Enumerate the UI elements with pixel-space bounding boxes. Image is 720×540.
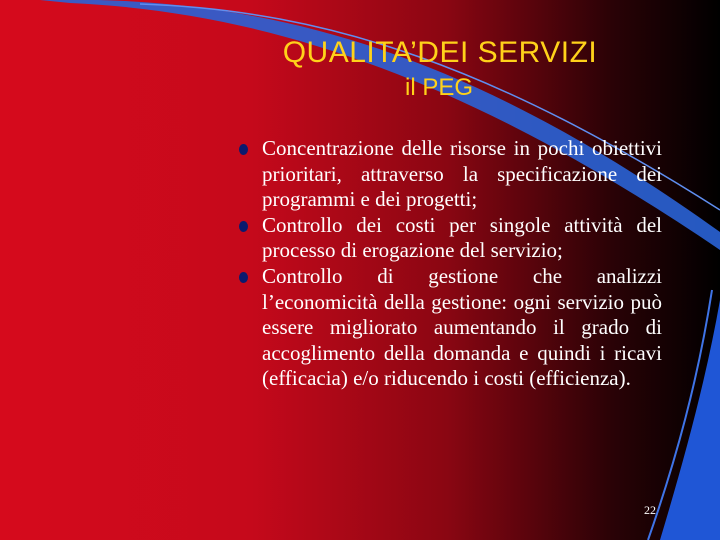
bullet-item: [262, 264, 662, 392]
slide-title: QUALITA’DEI SERVIZI: [282, 36, 598, 69]
bullet-item: [262, 136, 662, 213]
bullet-text: Controllo di gestione che analizzi l’economicità della gestione: ogni servizio può essere migliorato aumentando il grado di accoglimento della domanda e quindi i ricavi (efficacia) e/o riducendo i costi (efficienza).: [262, 263, 662, 391]
bullet-dot-icon: [239, 144, 248, 155]
bullet-list: [262, 136, 662, 392]
bullet-text: Concentrazione delle risorse in pochi obiettivi prioritari, attraverso la specificazione dei programmi e dei progetti;: [262, 136, 662, 212]
bullet-text: Controllo dei costi per singole attività del processo di erogazione del servizio;: [262, 212, 662, 263]
bullet-dot-icon: [239, 272, 248, 283]
page-number: 22: [644, 503, 656, 517]
bullet-dot-icon: [239, 221, 248, 232]
swoosh-corner: [660, 300, 720, 540]
slide-subtitle: il PEG: [404, 74, 473, 101]
bullet-item: [262, 213, 662, 264]
